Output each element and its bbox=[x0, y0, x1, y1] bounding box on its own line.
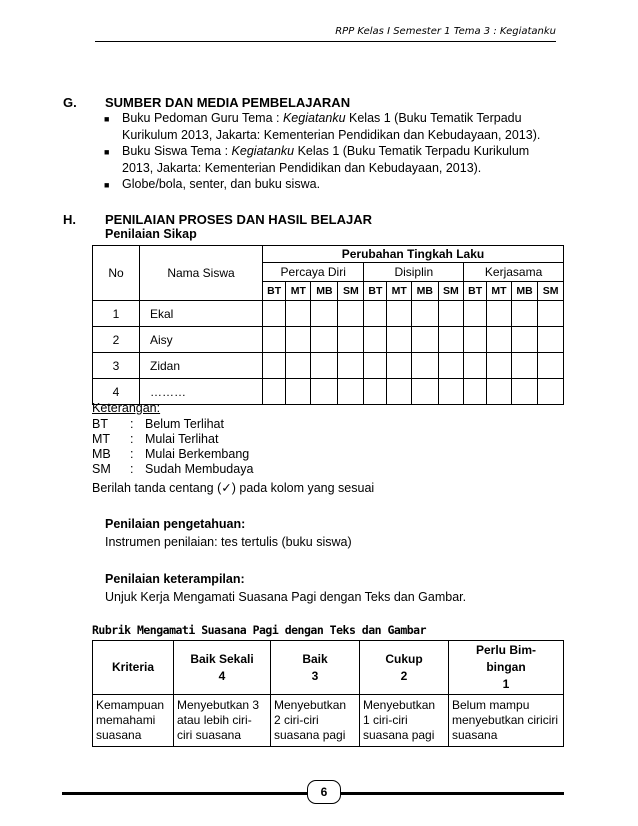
rubric-cell: Menyebutkan 3 atau lebih ciri-ciri suasana bbox=[174, 695, 271, 747]
check-cell[interactable] bbox=[412, 379, 439, 405]
subcol-mb: MB bbox=[511, 282, 538, 301]
section-h-letter: H. bbox=[63, 212, 76, 227]
source-item-2: Buku Siswa Tema : Kegiatanku Kelas 1 (Buku Tematik Terpadu Kurikulum 2013, Jakarta: Kementerian Pendidikan dan Kebudayaan, 2013). bbox=[122, 144, 530, 175]
footer-rule-left bbox=[62, 792, 308, 795]
check-cell[interactable] bbox=[387, 301, 412, 327]
table-row bbox=[93, 379, 564, 405]
check-cell[interactable] bbox=[387, 353, 412, 379]
penilaian-pengetahuan-text: Instrumen penilaian: tes tertulis (buku siswa) bbox=[105, 535, 352, 549]
rubric-table bbox=[92, 640, 564, 747]
legend-desc: Mulai Terlihat bbox=[145, 432, 219, 446]
subcol-sm: SM bbox=[438, 282, 464, 301]
check-cell[interactable] bbox=[464, 327, 487, 353]
check-cell[interactable] bbox=[263, 301, 286, 327]
bullet-icon: ■ bbox=[104, 114, 110, 124]
subcol-sm: SM bbox=[538, 282, 564, 301]
check-cell[interactable] bbox=[538, 353, 564, 379]
group-header: Perubahan Tingkah Laku bbox=[263, 246, 564, 263]
source-item-3: Globe/bola, senter, dan buku siswa. bbox=[122, 177, 321, 191]
subcol-mt: MT bbox=[387, 282, 412, 301]
check-cell[interactable] bbox=[286, 327, 311, 353]
check-cell[interactable] bbox=[311, 327, 338, 353]
table-row bbox=[93, 695, 564, 747]
keterangan-label: Keterangan: bbox=[92, 401, 161, 415]
row-no: 2 bbox=[93, 327, 140, 353]
subcol-mb: MB bbox=[311, 282, 338, 301]
subcol-mt: MT bbox=[487, 282, 512, 301]
rubric-cell: Menyebutkan 1 ciri-ciri suasana pagi bbox=[360, 695, 449, 747]
legend-code: MB bbox=[92, 447, 111, 461]
subcol-bt: BT bbox=[263, 282, 286, 301]
check-cell[interactable] bbox=[364, 379, 387, 405]
check-cell[interactable] bbox=[438, 301, 464, 327]
check-cell[interactable] bbox=[538, 327, 564, 353]
col-header-no: No bbox=[93, 246, 140, 301]
rubric-cell: Belum mampu menyebutkan ciriciri suasana bbox=[449, 695, 564, 747]
table-row bbox=[93, 301, 564, 327]
legend-desc: Belum Terlihat bbox=[145, 417, 224, 431]
check-cell[interactable] bbox=[538, 379, 564, 405]
check-cell[interactable] bbox=[511, 379, 538, 405]
check-cell[interactable] bbox=[338, 301, 364, 327]
check-cell[interactable] bbox=[286, 353, 311, 379]
check-cell[interactable] bbox=[464, 353, 487, 379]
bullet-icon: ■ bbox=[104, 147, 110, 157]
checkmark-instruction: Berilah tanda centang (✓) pada kolom yang sesuai bbox=[92, 481, 375, 495]
subcol-mt: MT bbox=[286, 282, 311, 301]
check-cell[interactable] bbox=[412, 327, 439, 353]
check-cell[interactable] bbox=[263, 379, 286, 405]
penilaian-keterampilan-label: Penilaian keterampilan: bbox=[105, 572, 245, 586]
check-cell[interactable] bbox=[487, 353, 512, 379]
check-cell[interactable] bbox=[364, 327, 387, 353]
rubric-header-4: Baik Sekali 4 bbox=[174, 641, 271, 695]
group-disiplin: Disiplin bbox=[364, 263, 464, 282]
row-name: ……… bbox=[140, 379, 263, 405]
check-cell[interactable] bbox=[263, 353, 286, 379]
legend-sep: : bbox=[130, 462, 134, 476]
row-name: Aisy bbox=[140, 327, 263, 353]
penilaian-sikap-label: Penilaian Sikap bbox=[105, 227, 197, 241]
legend-code: MT bbox=[92, 432, 111, 446]
check-cell[interactable] bbox=[286, 301, 311, 327]
check-cell[interactable] bbox=[263, 327, 286, 353]
check-cell[interactable] bbox=[487, 301, 512, 327]
section-g-title: SUMBER DAN MEDIA PEMBELAJARAN bbox=[105, 95, 351, 110]
legend-code: SM bbox=[92, 462, 111, 476]
section-g-letter: G. bbox=[63, 95, 77, 110]
check-cell[interactable] bbox=[511, 353, 538, 379]
check-cell[interactable] bbox=[438, 353, 464, 379]
attitude-table bbox=[92, 245, 564, 405]
rubric-header-2: Cukup 2 bbox=[360, 641, 449, 695]
check-cell[interactable] bbox=[438, 379, 464, 405]
subcol-bt: BT bbox=[364, 282, 387, 301]
page-number: 6 bbox=[307, 780, 341, 804]
row-no: 4 bbox=[93, 379, 140, 405]
table-row bbox=[93, 353, 564, 379]
row-no: 3 bbox=[93, 353, 140, 379]
legend-code: BT bbox=[92, 417, 108, 431]
rubric-header-criteria: Kriteria bbox=[93, 641, 174, 695]
check-cell[interactable] bbox=[511, 327, 538, 353]
check-cell[interactable] bbox=[412, 301, 439, 327]
check-cell[interactable] bbox=[364, 301, 387, 327]
check-cell[interactable] bbox=[311, 379, 338, 405]
row-no: 1 bbox=[93, 301, 140, 327]
source-item-1: Buku Pedoman Guru Tema : Kegiatanku Kelas 1 (Buku Tematik Terpadu Kurikulum 2013, Jakarta: Kementerian Pendidikan dan Kebudayaan, 2013). bbox=[122, 111, 541, 142]
check-cell[interactable] bbox=[538, 301, 564, 327]
running-header: RPP Kelas I Semester 1 Tema 3 : Kegiatanku bbox=[335, 26, 556, 37]
group-percaya-diri: Percaya Diri bbox=[263, 263, 364, 282]
check-cell[interactable] bbox=[487, 379, 512, 405]
legend-desc: Mulai Berkembang bbox=[145, 447, 250, 461]
footer-rule-right bbox=[340, 792, 564, 795]
check-cell[interactable] bbox=[387, 379, 412, 405]
bullet-icon: ■ bbox=[104, 180, 110, 190]
legend-sep: : bbox=[130, 417, 134, 431]
legend-sep: : bbox=[130, 447, 134, 461]
col-header-name: Nama Siswa bbox=[140, 246, 263, 301]
check-cell[interactable] bbox=[286, 379, 311, 405]
check-cell[interactable] bbox=[387, 327, 412, 353]
subcol-bt: BT bbox=[464, 282, 487, 301]
check-cell[interactable] bbox=[311, 301, 338, 327]
rubric-header-1: Perlu Bim-bingan 1 bbox=[449, 641, 564, 695]
rubric-header-3: Baik 3 bbox=[271, 641, 360, 695]
subcol-mb: MB bbox=[412, 282, 439, 301]
group-kerjasama: Kerjasama bbox=[464, 263, 564, 282]
rubric-cell: Menyebutkan 2 ciri-ciri suasana pagi bbox=[271, 695, 360, 747]
penilaian-keterampilan-text: Unjuk Kerja Mengamati Suasana Pagi dengan Teks dan Gambar. bbox=[105, 590, 467, 604]
header-rule bbox=[95, 41, 556, 42]
row-name: Zidan bbox=[140, 353, 263, 379]
check-cell[interactable] bbox=[338, 327, 364, 353]
check-cell[interactable] bbox=[412, 353, 439, 379]
table-row bbox=[93, 327, 564, 353]
check-cell[interactable] bbox=[464, 379, 487, 405]
row-name: Ekal bbox=[140, 301, 263, 327]
check-cell[interactable] bbox=[487, 327, 512, 353]
legend-sep: : bbox=[130, 432, 134, 446]
penilaian-pengetahuan-label: Penilaian pengetahuan: bbox=[105, 517, 246, 531]
check-cell[interactable] bbox=[338, 379, 364, 405]
check-cell[interactable] bbox=[364, 353, 387, 379]
check-cell[interactable] bbox=[338, 353, 364, 379]
check-cell[interactable] bbox=[464, 301, 487, 327]
check-cell[interactable] bbox=[438, 327, 464, 353]
legend-desc: Sudah Membudaya bbox=[145, 462, 254, 476]
section-h-title: PENILAIAN PROSES DAN HASIL BELAJAR bbox=[105, 212, 373, 227]
rubrik-title: Rubrik Mengamati Suasana Pagi dengan Teks dan Gambar bbox=[92, 623, 427, 637]
rubric-cell: Kemampuan memahami suasana bbox=[93, 695, 174, 747]
check-cell[interactable] bbox=[311, 353, 338, 379]
check-cell[interactable] bbox=[511, 301, 538, 327]
subcol-sm: SM bbox=[338, 282, 364, 301]
